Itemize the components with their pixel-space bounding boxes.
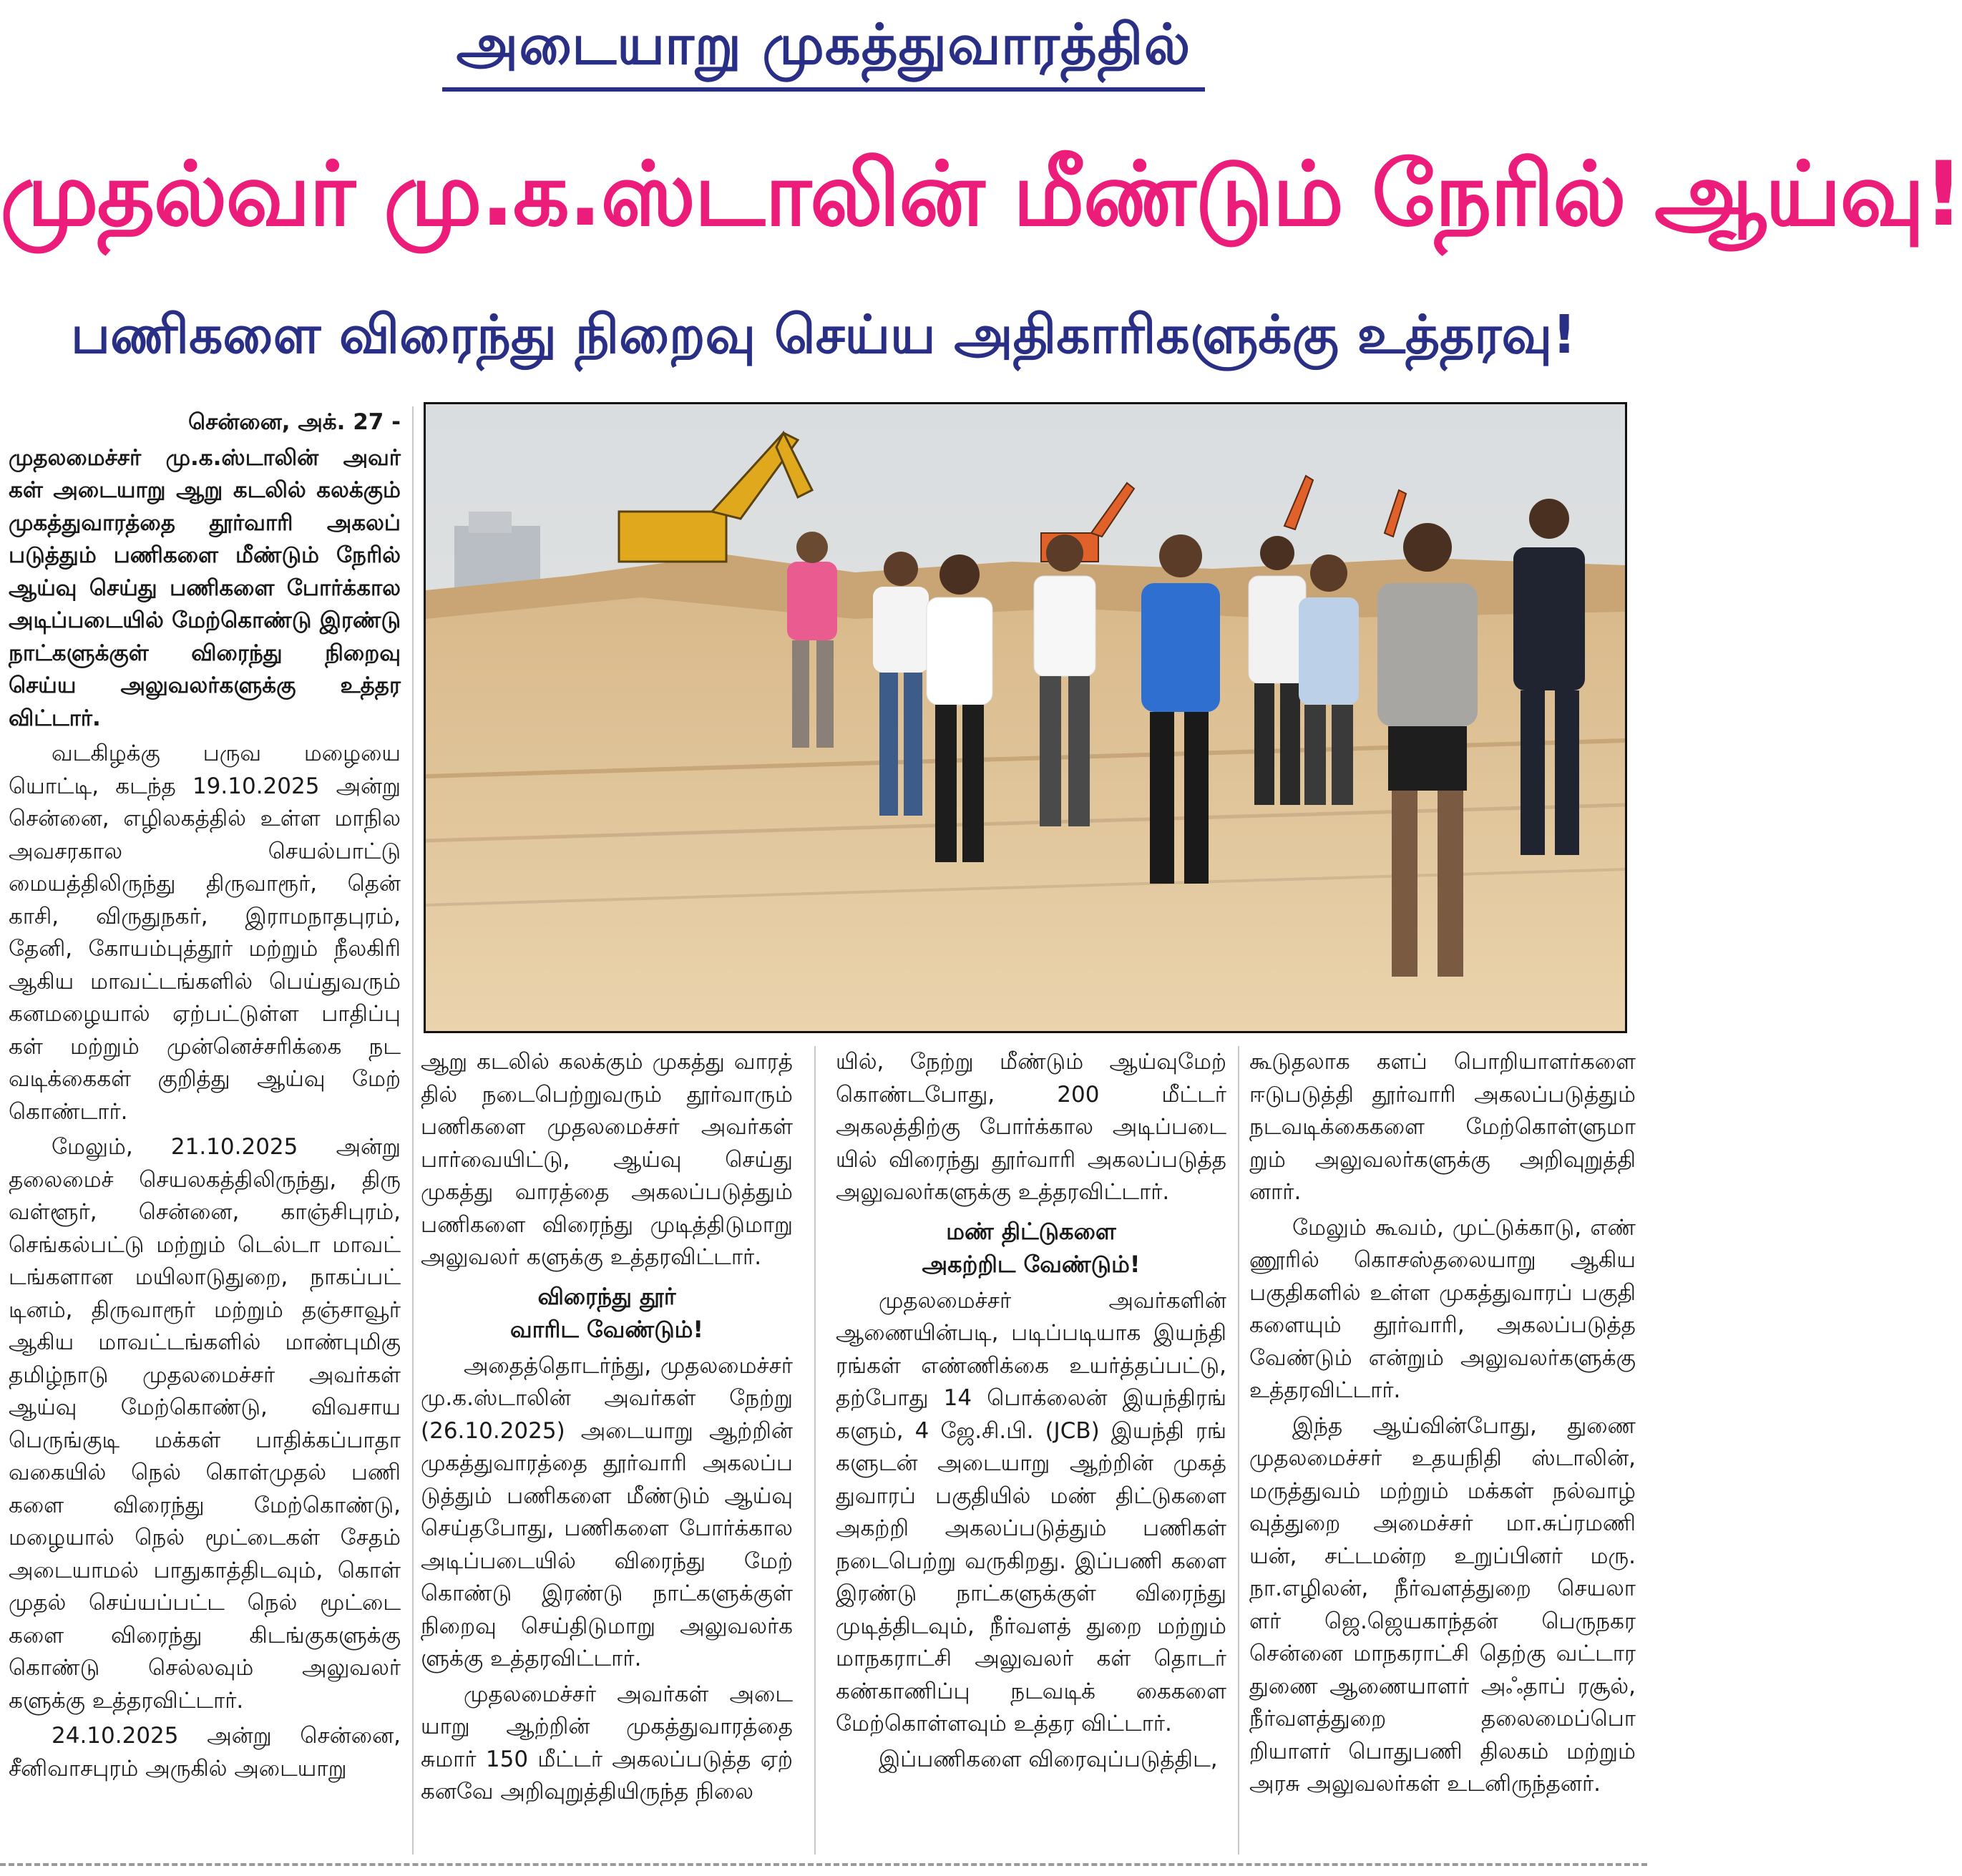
column-divider (1238, 1046, 1239, 1855)
column-divider (814, 1046, 816, 1855)
paragraph: ஆறு கடலில் கலக்கும் முகத்து வாரத் தில் நடைபெற்றுவரும் தூர்வாரும் பணிகளை முதலமைச்சர் அவர்கள் பார்வையிட்டு, ஆய்வு செய்து முகத்து வாரத்தை அகலப்படுத்தும் பணிகளை விரைந்து முடித்திடுமாறு அலுவலர் களுக்கு உத்தரவிட்டார். (421, 1049, 793, 1270)
subheading-line: அகற்றிட வேண்டும்! (922, 1250, 1141, 1278)
paragraph: 24.10.2025 அன்று சென்னை, சீனிவாசபுரம் அருகில் அடையாறு (9, 1723, 401, 1782)
paragraph: கூடுதலாக களப் பொறியாளர்களை ஈடுபடுத்தி தூர்வாரி அகலப்படுத்தும் நடவடிக்கைகளை மேற்கொள்ளுமா றும் அலுவலர்களுக்கு அறிவுறுத்தி னார். (1249, 1049, 1636, 1205)
section-subheading (836, 1215, 1226, 1281)
subheading-line: மண் திட்டுகளை (946, 1217, 1116, 1245)
bottom-dashed-rule (0, 1863, 1647, 1866)
subheading-line: விரைந்து தூர் (537, 1282, 676, 1310)
paragraph: அதைத்தொடர்ந்து, முதலமைச்சர் மு.க.ஸ்டாலின் அவர்கள் நேற்று (26.10.2025) அடையாறு ஆற்றின் முகத்துவாரத்தை தூர்வாரி அகலப்ப டுத்தும் பணிகளை மீண்டும் ஆய்வு செய்தபோது, பணிகளை போர்க்கால அடிப்படையில் விரைந்து மேற் கொண்டு இரண்டு நாட்களுக்குள் நிறைவு செய்திடுமாறு அலுவலர்க ளுக்கு உத்தரவிட்டார். (421, 1352, 793, 1671)
article-column-3 (836, 1046, 1226, 1779)
subheading-line: வாரிட வேண்டும்! (510, 1315, 703, 1343)
paragraph: மேலும் கூவம், முட்டுக்காடு, எண் ணூரில் கொசஸ்தலையாறு ஆகிய பகுதிகளில் உள்ள முகத்துவாரப் பகுதி களையும் தூர்வாரி, அகலப்படுத்த வேண்டும் என்றும் அலுவலர்களுக்கு உத்தரவிட்டார். (1249, 1214, 1636, 1403)
dateline: சென்னை, அக். 27 - (188, 409, 401, 435)
column-divider (412, 406, 414, 1855)
paragraph: மேலும், 21.10.2025 அன்று தலைமைச் செயலகத்திலிருந்து, திரு வள்ளூர், சென்னை, காஞ்சிபுரம், செங்கல்பட்டு மற்றும் டெல்டா மாவட் டங்களான மயிலாடுதுறை, நாகப்பட் டினம், திருவாரூர் மற்றும் தஞ்சாவூர் ஆகிய மாவட்டங்களில் மாண்புமிகு தமிழ்நாடு முதலமைச்சர் அவர்கள் ஆய்வு மேற்கொண்டு, விவசாய பெருங்குடி மக்கள் பாதிக்கப்பாதா வகையில் நெல் கொள்முதல் பணி களை விரைந்து மேற்கொண்டு, மழையால் நெல் மூட்டைகள் சேதம் அடையாமல் பாதுகாத்திடவும், கொள் முதல் செய்யப்பட்ட நெல் மூட்டை களை விரைந்து கிடங்குகளுக்கு கொண்டு செல்லவும் அலுவலர் களுக்கு உத்தரவிட்டார். (9, 1134, 401, 1714)
subheadline: பணிகளை விரைந்து நிறைவு செய்ய அதிகாரிகளுக்கு உத்தரவு! (70, 304, 1577, 366)
paragraph: முதலமைச்சர் அவர்களின் ஆணையின்படி, படிப்படியாக இயந்தி ரங்கள் எண்ணிக்கை உயர்த்தப்பட்டு, தற்போது 14 பொக்லைன் இயந்திரங் களும், 4 ஜே.சி.பி. (JCB) இயந்தி ரங் களுடன் அடையாறு ஆற்றின் முகத் துவாரப் பகுதியில் மண் திட்டுகளை அகற்றி அகலப்படுத்தும் பணிகள் நடைபெற்று வருகிறது. இப்பணி களை இரண்டு நாட்களுக்குள் விரைந்து முடித்திடவும், நீர்வளத் துறை மற்றும் மாநகராட்சி அலுவலர் கள் தொடர் கண்காணிப்பு நடவடிக் கைகளை மேற்கொள்ளவும் உத்தர விட்டார். (836, 1287, 1226, 1736)
paragraph: யில், நேற்று மீண்டும் ஆய்வுமேற் கொண்டபோது, 200 மீட்டர் அகலத்திற்கு போர்க்கால அடிப்படை யில் விரைந்து தூர்வாரி அகலப்படுத்த அலுவலர்களுக்கு உத்தரவிட்டார். (836, 1049, 1226, 1205)
article-column-1 (9, 406, 401, 1788)
article-column-2 (421, 1046, 793, 1812)
news-photo (424, 402, 1627, 1033)
kicker-text: அடையாறு முகத்துவாரத்தில் (442, 13, 1206, 92)
article-column-4 (1249, 1046, 1636, 1804)
paragraph: இப்பணிகளை விரைவுப்படுத்திட, (879, 1746, 1218, 1772)
section-subheading (421, 1280, 793, 1346)
paragraph: முதலமைச்சர் அவர்கள் அடை யாறு ஆற்றின் முகத்துவாரத்தை சுமார் 150 மீட்டர் அகலப்படுத்த ஏற் கனவே அறிவுறுத்தியிருந்த நிலை (421, 1681, 793, 1804)
kicker-heading (0, 13, 1647, 92)
paragraph: இந்த ஆய்வின்போது, துணை முதலமைச்சர் உதயநிதி ஸ்டாலின், மருத்துவம் மற்றும் மக்கள் நல்வாழ் வுத்துறை அமைச்சர் மா.சுப்ரமணி யன், சட்டமன்ற உறுப்பினர் மரு. நா.எழிலன், நீர்வளத்துறை செயலா ளர் ஜெ.ஜெயகாந்தன் பெருநகர சென்னை மாநகராட்சி தெற்கு வட்டார துணை ஆணையாளர் அஃதாப் ரசூல், நீர்வளத்துறை தலைமைப்பொ றியாளர் பொதுபணி திலகம் மற்றும் அரசு அலுவலர்கள் உடனிருந்தனர். (1249, 1412, 1636, 1797)
photo-construction-site-inspection (426, 404, 1625, 1031)
lead-paragraph: முதலமைச்சர் மு.க.ஸ்டாலின் அவர் கள் அடையாறு ஆறு கடலில் கலக்கும் முகத்துவாரத்தை தூர்வாரி அகலப் படுத்தும் பணிகளை மீண்டும் நேரில் ஆய்வு செய்து பணிகளை போர்க்கால அடிப்படையில் மேற்கொண்டு இரண்டு நாட்களுக்குள் விரைந்து நிறைவு செய்ய அலுவலர்களுக்கு உத்தர விட்டார். (9, 444, 401, 731)
headline: முதல்வர் மு.க.ஸ்டாலின் மீண்டும் நேரில் ஆய்வு! (0, 143, 1962, 246)
paragraph: வடகிழக்கு பருவ மழையை யொட்டி, கடந்த 19.10.2025 அன்று சென்னை, எழிலகத்தில் உள்ள மாநில அவசரகால செயல்பாட்டு மையத்திலிருந்து திருவாரூர், தென் காசி, விருதுநகர், இராமநாதபுரம், தேனி, கோயம்புத்தூர் மற்றும் நீலகிரி ஆகிய மாவட்டங்களில் பெய்துவரும் கனமழையால் ஏற்பட்டுள்ள பாதிப்பு கள் மற்றும் முன்னெச்சரிக்கை நட வடிக்கைகள் குறித்து ஆய்வு மேற் கொண்டார். (9, 741, 401, 1125)
